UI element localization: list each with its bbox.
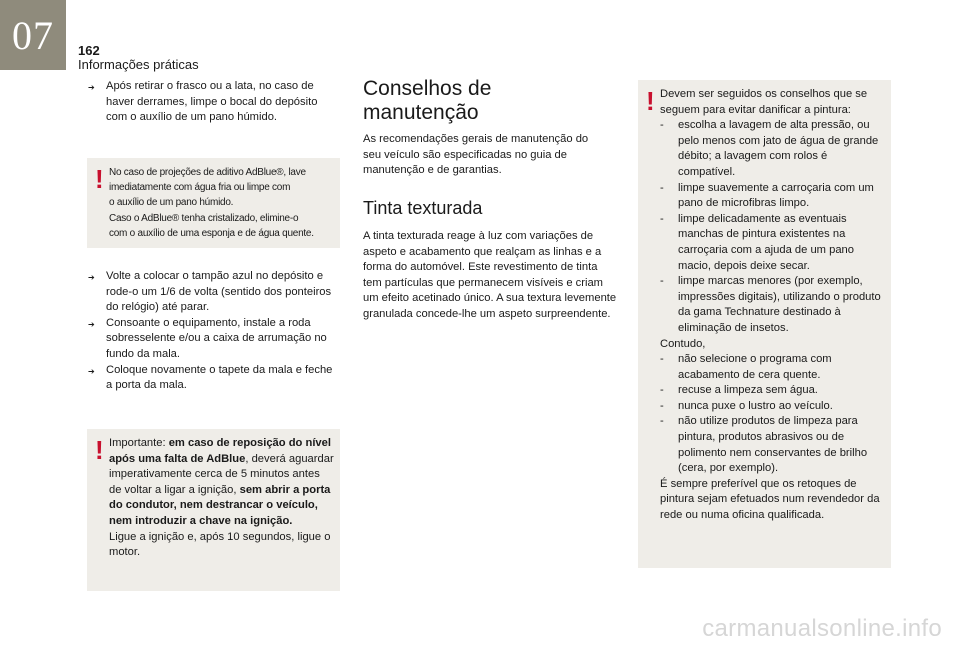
list-item — [660, 274, 886, 336]
list-item — [660, 118, 886, 180]
note-line: imediatamente com água fria ou limpe com — [109, 182, 291, 194]
list-item — [88, 363, 338, 394]
list-text: limpe suavemente a carroçaria com um pano de microfibras limpo. — [678, 181, 874, 210]
list-text: escolha a lavagem de alta pressão, ou pelo menos com jato de água de grande débito; a lavagem com rolos é compatível. — [678, 119, 879, 178]
dash-marker: - — [660, 384, 664, 397]
note-contudo: Contudo, — [660, 337, 706, 350]
note-text — [109, 165, 339, 241]
page-number: 162 — [78, 43, 100, 58]
list-text: não utilize produtos de limpeza para pintura, produtos abrasivos ou de polimento nem conservantes de brilho (cera, por exemplo). — [678, 415, 868, 475]
note-adblue-spill — [87, 158, 340, 248]
list-item — [660, 181, 886, 212]
list-item — [660, 352, 886, 383]
note-line: No caso de projeções de aditivo AdBlue®, lave — [109, 167, 306, 178]
note-text — [109, 436, 335, 561]
textured-paint-paragraph: A tinta texturada reage à luz com variações de aspeto e acabamento que realçam as linhas e a forma do automóvel. Este revestimento de tinta tem partículas que permanecem visíveis e criam um efeito acetinado único. A sua textura levemente granulada concede-lhe um aspeto surpreendente. — [363, 230, 617, 320]
chapter-tab: 07 — [0, 0, 66, 70]
note-line: o auxílio de um pano húmido. — [109, 197, 234, 209]
note-text — [660, 87, 886, 524]
note-bold-part: em caso de reposição do nível após uma falta de AdBlue — [109, 437, 331, 465]
maintenance-intro: As recomendações gerais de manutenção do seu veículo são especificadas no guia de manutenção e de garantias. — [363, 133, 589, 177]
dash-marker: - — [660, 275, 664, 288]
warning-icon: ! — [646, 86, 655, 116]
list-item — [88, 269, 338, 316]
note-text-part: Importante: — [109, 437, 169, 449]
dash-marker: - — [660, 181, 664, 194]
section-heading: Conselhos de manutenção — [363, 77, 492, 124]
bullet-text: Volte a colocar o tampão azul no depósito e rode-o um 1/6 de volta (sentido dos ponteiros do relógio) até parar. — [106, 270, 332, 314]
warning-icon: ! — [95, 164, 104, 194]
section-title: Informações práticas — [78, 57, 199, 72]
list-item — [660, 414, 886, 476]
note-adblue-refill — [87, 429, 340, 591]
arrow-icon: ➔ — [88, 273, 95, 282]
dash-marker: - — [660, 399, 664, 412]
list-item — [660, 383, 886, 399]
note-closing: É sempre preferível que os retoques de pintura sejam efetuados num revendedor da rede ou numa oficina qualificada. — [660, 477, 880, 522]
arrow-icon: ➔ — [88, 319, 95, 329]
list-text: recuse a limpeza sem água. — [678, 384, 818, 397]
note-intro: Devem ser seguidos os conselhos que se seguem para evitar danificar a pintura: — [660, 88, 868, 116]
arrow-icon: ➔ — [88, 83, 95, 92]
note-line: com o auxílio de uma esponja e de água quente. — [109, 227, 314, 239]
list-text: limpe marcas menores (por exemplo, impressões digitais), utilizando o produto da gama Technature destinado à eliminação de insetos. — [678, 275, 881, 334]
dash-marker: - — [660, 119, 664, 132]
note-text-part: Ligue a ignição e, após 10 segundos, ligue o motor. — [109, 530, 331, 559]
list-item — [660, 212, 886, 274]
bullet-text: Coloque novamente o tapete da mala e feche a porta da mala. — [106, 363, 333, 392]
bullet-text: Consoante o equipamento, instale a roda sobresselente e/ou a caixa de arrumação no fundo da mala. — [106, 316, 327, 360]
dash-marker: - — [660, 212, 664, 225]
col1-bullet-top — [88, 79, 338, 126]
list-text: nunca puxe o lustro ao veículo. — [678, 399, 833, 412]
note-line: Caso o AdBlue® tenha cristalizado, elimine-o — [109, 212, 299, 224]
list-item — [88, 316, 338, 363]
note-bold-part: sem abrir a porta do condutor, nem destrancar o veículo, nem introduzir a chave na ignição. — [109, 483, 331, 527]
dash-marker: - — [660, 415, 664, 428]
watermark: carmanualsonline.info — [702, 615, 942, 642]
dash-marker: - — [660, 353, 664, 366]
warning-icon: ! — [95, 435, 104, 465]
note-text-part: , deverá aguardar imperativamente cerca de 5 minutos antes de voltar a ligar a ignição, — [109, 452, 334, 496]
subsection-heading: Tinta texturada — [363, 198, 483, 218]
list-item — [88, 79, 338, 126]
col1-bullets — [88, 269, 338, 394]
bullet-text: Após retirar o frasco ou a lata, no caso de haver derrames, limpe o bocal do depósito com o auxílio de um pano húmido. — [106, 80, 318, 124]
list-text: não selecione o programa com acabamento de cera quente. — [678, 353, 832, 381]
list-item — [660, 399, 886, 415]
list-text: limpe delicadamente as eventuais manchas de pintura existentes na carroçaria com a ajuda de um pano macio, depois deixe secar. — [678, 212, 854, 272]
note-paint-care — [638, 80, 891, 568]
arrow-icon: ➔ — [88, 366, 95, 376]
